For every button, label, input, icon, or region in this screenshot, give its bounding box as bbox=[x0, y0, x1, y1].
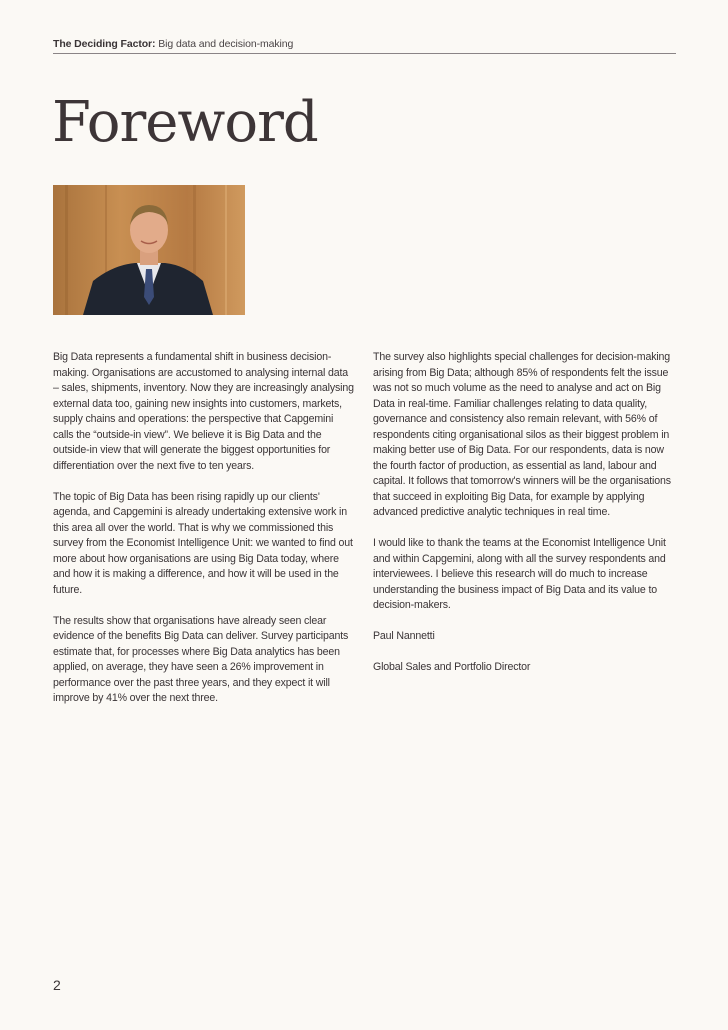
right-text-column bbox=[373, 350, 675, 691]
signature-block bbox=[373, 629, 675, 676]
signature-role: Global Sales and Portfolio Director bbox=[373, 661, 531, 673]
page-title: Foreword bbox=[52, 90, 318, 155]
header-title-rest: Big data and decision-making bbox=[158, 38, 294, 50]
paragraph: The survey also highlights special challenges for decision-making arising from Big Data; although 85% of respondents felt the issue was not so much volume as the need to analyse and act on Big Data in real-time. Familiar challenges relating to data quality, governance and consistency also remain relevant, with 56% of respondents citing organisational silos as their biggest problem in making better use of Big Data. For our respondents, data is now the fourth factor of production, as essential as land, labour and capital. It follows that tomorrow's winners will be the organisations that succeed in exploiting Big Data, for example by applying advanced predictive analytic techniques in real time. bbox=[373, 351, 671, 518]
paragraph: The topic of Big Data has been rising rapidly up our clients' agenda, and Capgemini is already undertaking extensive work in this area all over the world. That is why we commissioned this survey from the Economist Intelligence Unit: we wanted to find out more about how organisations are using Big Data today, where and how it is making a difference, and how it will be used in the future. bbox=[53, 490, 353, 596]
paragraph: I would like to thank the teams at the Economist Intelligence Unit and within Capgemini, along with all the survey respondents and interviewees. I believe this research will do much to increase understanding the business impact of Big Data and its value to decision-makers. bbox=[373, 537, 666, 611]
paragraph: Big Data represents a fundamental shift in business decision-making. Organisations are accustomed to analysing internal data – sales, shipments, inventory. Now they are increasingly analysing external data too, gaining new insights into customers, markets, supply chains and operations: the perspective that Capgemini calls the “outside-in view”. We believe it is Big Data and the outside-in view that will generate the biggest opportunities for differentiation over the next five to ten years. bbox=[53, 351, 354, 472]
paragraph: The results show that organisations have already seen clear evidence of the benefits Big Data can deliver. Survey participants estimate that, for processes where Big Data analytics has been applied, on average, they have seen a 26% improvement in performance over the past three years, and they expect it will improve by 41% over the next three. bbox=[53, 614, 349, 704]
page-number: 2 bbox=[53, 977, 61, 993]
signature-name: Paul Nannetti bbox=[373, 630, 435, 642]
portrait-photo bbox=[53, 185, 245, 315]
header-divider bbox=[53, 53, 676, 54]
left-text-column bbox=[53, 350, 355, 722]
running-header bbox=[53, 38, 675, 50]
header-title-bold: The Deciding Factor: bbox=[53, 38, 156, 50]
